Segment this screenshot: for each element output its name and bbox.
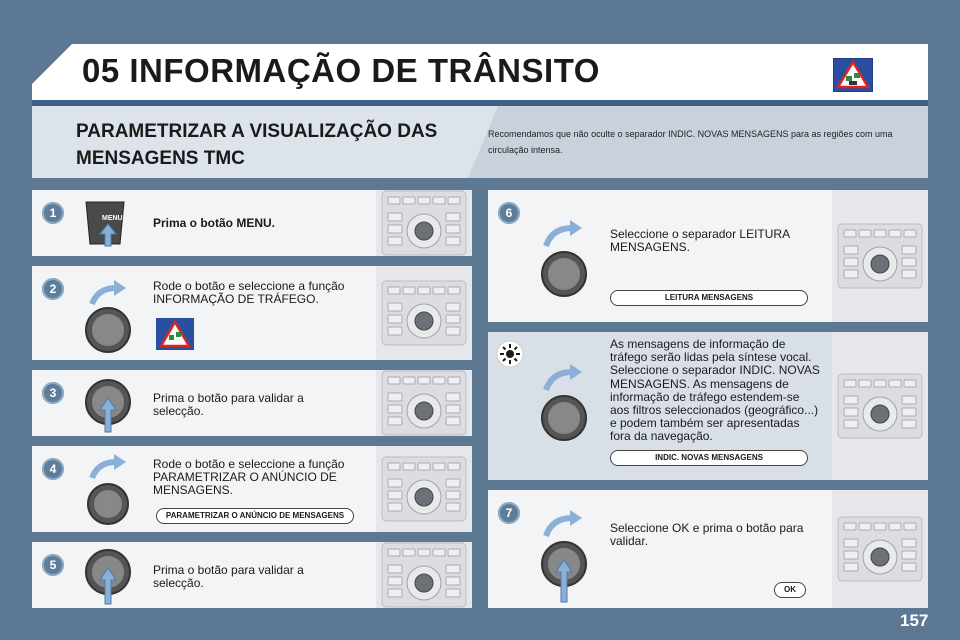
radio-control-panel-illustration (380, 279, 468, 347)
panel-top-button (418, 287, 430, 294)
panel-side-button (388, 237, 402, 245)
panel-side-button (844, 408, 858, 416)
control-panel (832, 332, 928, 480)
panel-top-button (859, 380, 871, 387)
panel-dial-knob (415, 574, 433, 592)
panel-side-button (902, 420, 916, 428)
step-number: 2 (42, 278, 64, 300)
panel-side-button (446, 393, 460, 401)
panel-side-button (902, 408, 916, 416)
panel-top-button (433, 197, 445, 204)
panel-side-button (446, 565, 460, 573)
panel-top-button (388, 377, 400, 384)
panel-side-button (388, 303, 402, 311)
indic-novas-mensagens-tab-pill: INDIC. NOVAS MENSAGENS (610, 450, 808, 466)
panel-side-button (902, 539, 916, 547)
panel-dial-knob (871, 405, 889, 423)
step-number: 7 (498, 502, 520, 524)
panel-top-button (388, 197, 400, 204)
panel-side-button (388, 479, 402, 487)
panel-side-button (902, 258, 916, 266)
radio-control-panel-illustration (836, 372, 924, 440)
panel-top-button (433, 287, 445, 294)
info-text: As mensagens de informação de tráfego serão lidas pela síntese vocal. Seleccione o separador INDIC. NOVAS MENSAGENS. As mensagens de informação de tráfego estendem-se aos filtros seleccionados (geográfico...) e podem também ser apresentadas fora da navegação. (610, 337, 820, 444)
step-2 (32, 266, 472, 360)
panel-dial-knob (415, 312, 433, 330)
panel-side-button (844, 396, 858, 404)
panel-side-button (446, 405, 460, 413)
menu-button-label: MENU (102, 215, 123, 222)
panel-top-button (904, 523, 916, 530)
panel-top-button (418, 197, 430, 204)
control-panel (832, 190, 928, 322)
panel-side-button (446, 213, 460, 221)
panel-side-button (446, 491, 460, 499)
panel-side-button (902, 551, 916, 559)
section-note: Recomendamos que não oculte o separador INDIC. NOVAS MENSAGENS para as regiões com uma circulação intensa. (488, 129, 893, 155)
traffic-warning-icon (833, 58, 873, 92)
panel-side-button (446, 589, 460, 597)
panel-side-button (844, 420, 858, 428)
panel-top-button (874, 523, 886, 530)
step-4 (32, 446, 472, 532)
panel-top-button (448, 549, 460, 556)
panel-top-button (388, 549, 400, 556)
panel-side-button (388, 315, 402, 323)
ok-pill: OK (774, 582, 806, 598)
control-panel (376, 370, 472, 436)
panel-top-button (859, 523, 871, 530)
panel-top-button (403, 377, 415, 384)
step-6-text: Seleccione o separador LEITURA MENSAGENS. (610, 227, 790, 254)
panel-side-button (388, 589, 402, 597)
panel-side-button (844, 246, 858, 254)
panel-top-button (448, 197, 460, 204)
page-number: 157 (900, 611, 929, 630)
info-sun-icon (496, 340, 524, 368)
control-panel (376, 266, 472, 360)
radio-control-panel-illustration (380, 189, 468, 257)
panel-side-button (446, 225, 460, 233)
rotary-knob-rotate-icon (84, 452, 134, 528)
panel-side-button (388, 565, 402, 573)
panel-dial-knob (415, 222, 433, 240)
panel-top-button (844, 523, 856, 530)
step-4-text: Rode o botão e seleccione a função PARAMETRIZAR O ANÚNCIO DE MENSAGENS. (153, 457, 345, 497)
panel-top-button (844, 380, 856, 387)
panel-top-button (889, 523, 901, 530)
panel-side-button (388, 393, 402, 401)
panel-side-button (844, 258, 858, 266)
panel-top-button (418, 549, 430, 556)
panel-top-button (403, 197, 415, 204)
panel-side-button (388, 327, 402, 335)
control-panel (376, 446, 472, 532)
panel-top-button (433, 377, 445, 384)
panel-side-button (844, 539, 858, 547)
control-panel (832, 490, 928, 608)
step-number: 5 (42, 554, 64, 576)
panel-top-button (403, 549, 415, 556)
step-3 (32, 370, 472, 436)
panel-side-button (388, 213, 402, 221)
panel-top-button (403, 463, 415, 470)
panel-side-button (902, 246, 916, 254)
panel-side-button (446, 479, 460, 487)
step-3-text: Prima o botão para validar a selecção. (153, 391, 304, 418)
panel-top-button (904, 380, 916, 387)
panel-dial-knob (871, 548, 889, 566)
traffic-info-icon (156, 318, 194, 350)
panel-side-button (446, 315, 460, 323)
panel-side-button (446, 303, 460, 311)
panel-top-button (388, 287, 400, 294)
panel-side-button (388, 491, 402, 499)
panel-top-button (388, 463, 400, 470)
chapter-title: 05 INFORMAÇÃO DE TRÂNSITO (82, 52, 600, 89)
step-number: 3 (42, 382, 64, 404)
panel-side-button (844, 563, 858, 571)
step-2-text: Rode o botão e seleccione a função INFORMAÇÃO DE TRÁFEGO. (153, 279, 345, 306)
panel-side-button (844, 551, 858, 559)
panel-top-button (844, 230, 856, 237)
panel-top-button (403, 287, 415, 294)
radio-control-panel-illustration (836, 515, 924, 583)
panel-top-button (889, 380, 901, 387)
panel-top-button (904, 230, 916, 237)
step-number: 4 (42, 458, 64, 480)
panel-side-button (844, 270, 858, 278)
rotary-knob-rotate-icon (538, 218, 590, 300)
rotary-knob-rotate-icon (84, 278, 134, 354)
panel-side-button (902, 563, 916, 571)
rotary-knob-press-icon (84, 376, 134, 434)
panel-side-button (446, 417, 460, 425)
panel-dial-knob (415, 402, 433, 420)
radio-control-panel-illustration (380, 541, 468, 609)
control-panel (376, 190, 472, 256)
step-1 (32, 190, 472, 256)
rotary-knob-rotate-press-icon (538, 508, 590, 604)
rotary-knob-press-icon (84, 546, 134, 606)
panel-dial-knob (871, 255, 889, 273)
panel-side-button (388, 225, 402, 233)
radio-control-panel-illustration (380, 369, 468, 437)
parametrizar-tab-pill: PARAMETRIZAR O ANÚNCIO DE MENSAGENS (156, 508, 354, 524)
radio-control-panel-illustration (380, 455, 468, 523)
panel-side-button (446, 577, 460, 585)
panel-dial-knob (415, 488, 433, 506)
panel-side-button (902, 396, 916, 404)
panel-top-button (418, 377, 430, 384)
step-number: 6 (498, 202, 520, 224)
step-5-text: Prima o botão para validar a selecção. (153, 563, 304, 590)
section-title: PARAMETRIZAR A VISUALIZAÇÃO DAS MENSAGENS TMC (76, 121, 438, 169)
control-panel (376, 542, 472, 608)
panel-top-button (433, 549, 445, 556)
step-5 (32, 542, 472, 608)
panel-side-button (446, 327, 460, 335)
step-7 (488, 490, 928, 608)
menu-button-icon (84, 198, 130, 248)
step-number: 1 (42, 202, 64, 224)
info-box (488, 332, 928, 480)
rotary-knob-rotate-icon (538, 362, 590, 444)
panel-side-button (388, 417, 402, 425)
panel-top-button (889, 230, 901, 237)
panel-side-button (388, 503, 402, 511)
panel-top-button (874, 230, 886, 237)
panel-side-button (446, 237, 460, 245)
panel-side-button (388, 577, 402, 585)
panel-side-button (446, 503, 460, 511)
leitura-mensagens-tab-pill: LEITURA MENSAGENS (610, 290, 808, 306)
step-1-text: Prima o botão MENU. (153, 216, 276, 230)
panel-side-button (902, 270, 916, 278)
panel-top-button (448, 287, 460, 294)
panel-side-button (388, 405, 402, 413)
radio-control-panel-illustration (836, 222, 924, 290)
step-7-text: Seleccione OK e prima o botão para validar. (610, 521, 804, 548)
panel-top-button (874, 380, 886, 387)
panel-top-button (448, 377, 460, 384)
panel-top-button (448, 463, 460, 470)
panel-top-button (418, 463, 430, 470)
panel-top-button (433, 463, 445, 470)
panel-top-button (859, 230, 871, 237)
step-6 (488, 190, 928, 322)
